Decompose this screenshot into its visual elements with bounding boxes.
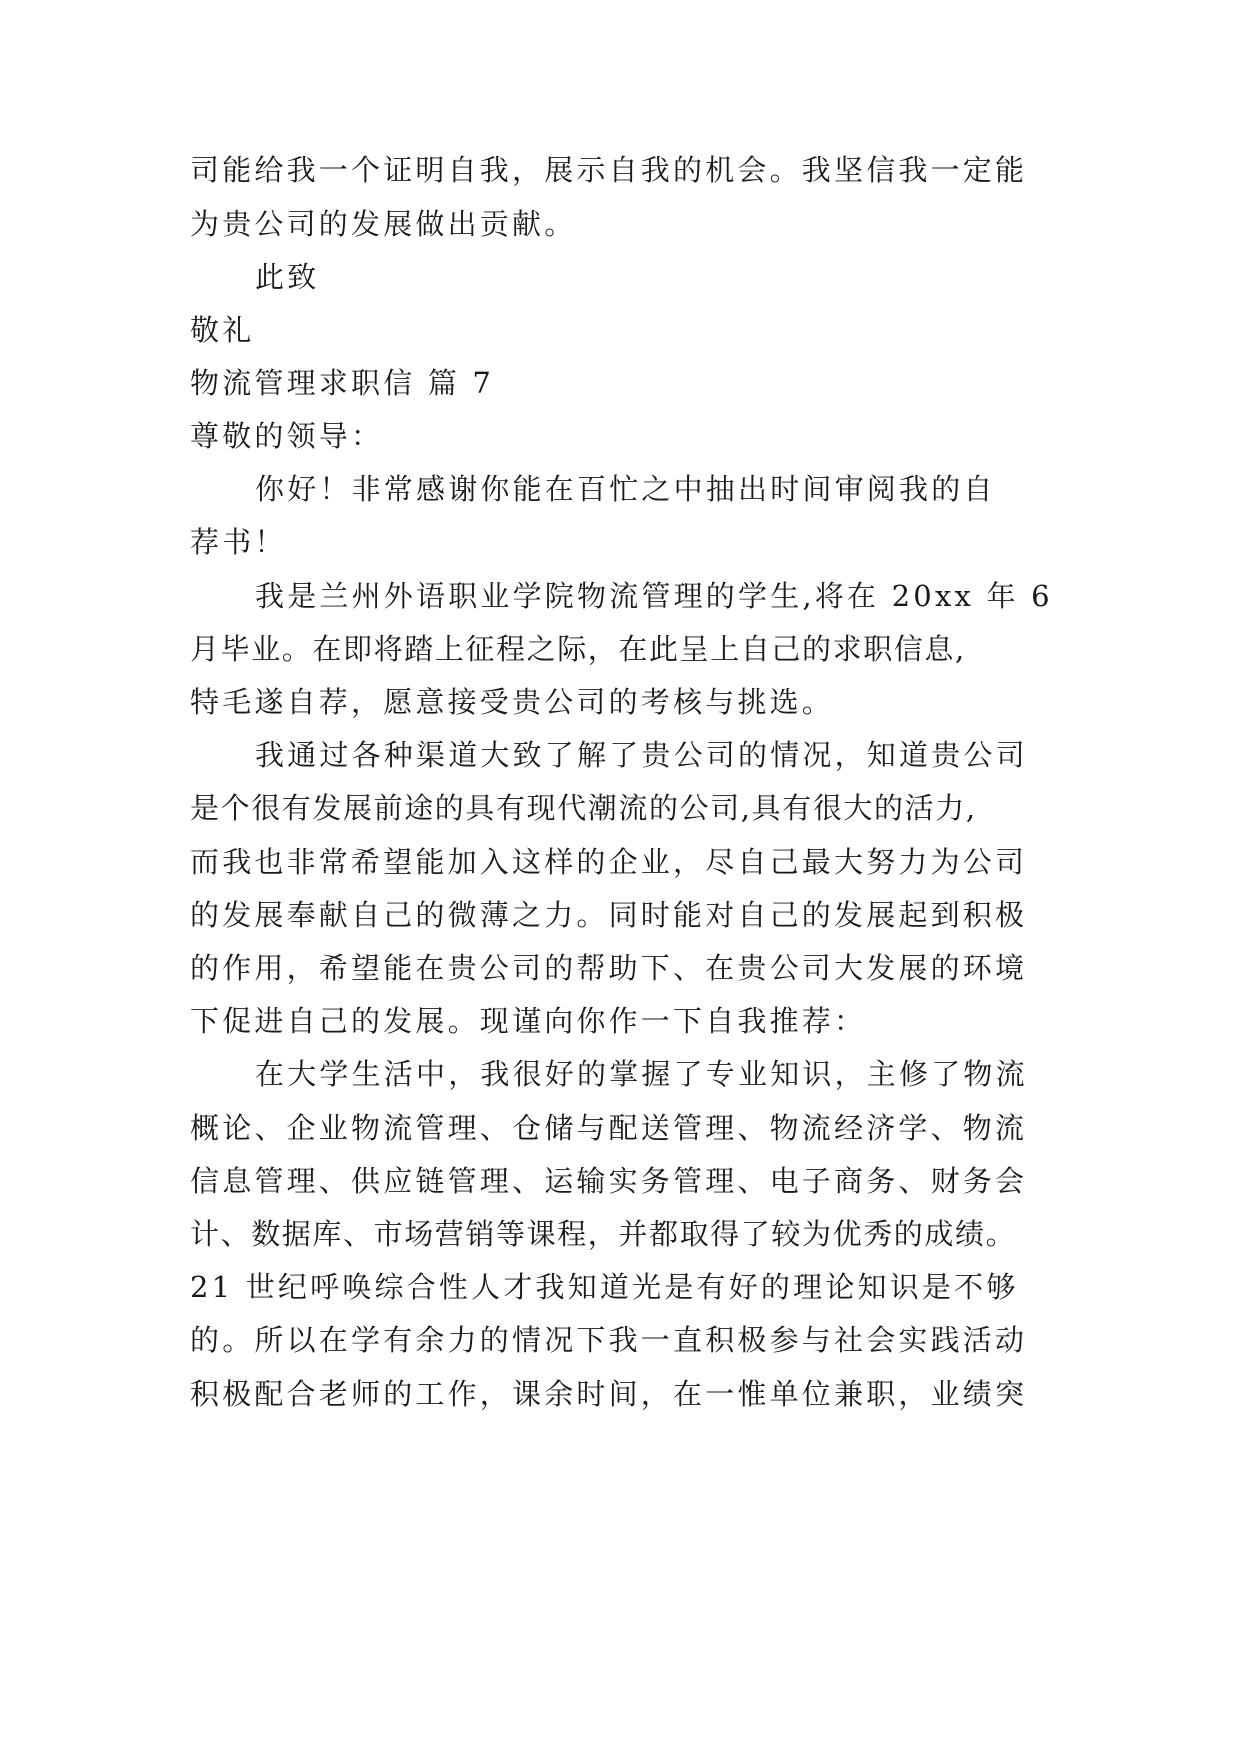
body-text-line: 计、数据库、市场营销等课程，并都取得了较为优秀的成绩。 <box>190 1217 1017 1251</box>
body-text-line: 概论、企业物流管理、仓储与配送管理、物流经济学、物流 <box>190 1111 1028 1145</box>
body-text-line: 我是兰州外语职业学院物流管理的学生,将在 20xx 年 6 <box>255 579 1053 613</box>
body-text-line: 我通过各种渠道大致了解了贵公司的情况，知道贵公司 <box>255 738 1028 772</box>
body-text-line: 信息管理、供应链管理、运输实务管理、电子商务、财务会 <box>190 1164 1028 1198</box>
body-text-line: 月毕业。在即将踏上征程之际，在此呈上自己的求职信息, <box>190 632 966 666</box>
body-text-line: 的发展奉献自己的微薄之力。同时能对自己的发展起到积极 <box>190 898 1028 932</box>
body-text-line: 而我也非常希望能加入这样的企业，尽自己最大努力为公司 <box>190 845 1028 879</box>
body-text-line: 荐书！ <box>190 525 287 559</box>
body-text-line: 的作用，希望能在贵公司的帮助下、在贵公司大发展的环境 <box>190 951 1028 985</box>
body-text-line: 下促进自己的发展。现谨向你作一下自我推荐： <box>190 1004 867 1038</box>
body-text-line: 为贵公司的发展做出贡献。 <box>190 207 577 241</box>
closing-regards: 敬礼 <box>190 313 255 347</box>
body-text-line: 你好！非常感谢你能在百忙之中抽出时间审阅我的自 <box>255 472 996 506</box>
body-text-line: 司能给我一个证明自我，展示自我的机会。我坚信我一定能 <box>190 153 1028 187</box>
body-text-line: 21 世纪呼唤综合性人才我知道光是有好的理论知识是不够 <box>190 1270 1019 1304</box>
body-text-line: 是个很有发展前途的具有现代潮流的公司,具有很大的活力, <box>190 791 977 825</box>
section-heading: 物流管理求职信 篇 7 <box>190 366 495 400</box>
letter-greeting: 尊敬的领导： <box>190 419 384 453</box>
body-text-line: 积极配合老师的工作，课余时间，在一惟单位兼职，业绩突 <box>190 1377 1028 1411</box>
closing-salutation: 此致 <box>255 260 320 294</box>
body-text-line: 的。所以在学有余力的情况下我一直积极参与社会实践活动 <box>190 1323 1028 1357</box>
body-text-line: 在大学生活中，我很好的掌握了专业知识，主修了物流 <box>255 1057 1028 1091</box>
body-text-line: 特毛遂自荐，愿意接受贵公司的考核与挑选。 <box>190 685 835 719</box>
